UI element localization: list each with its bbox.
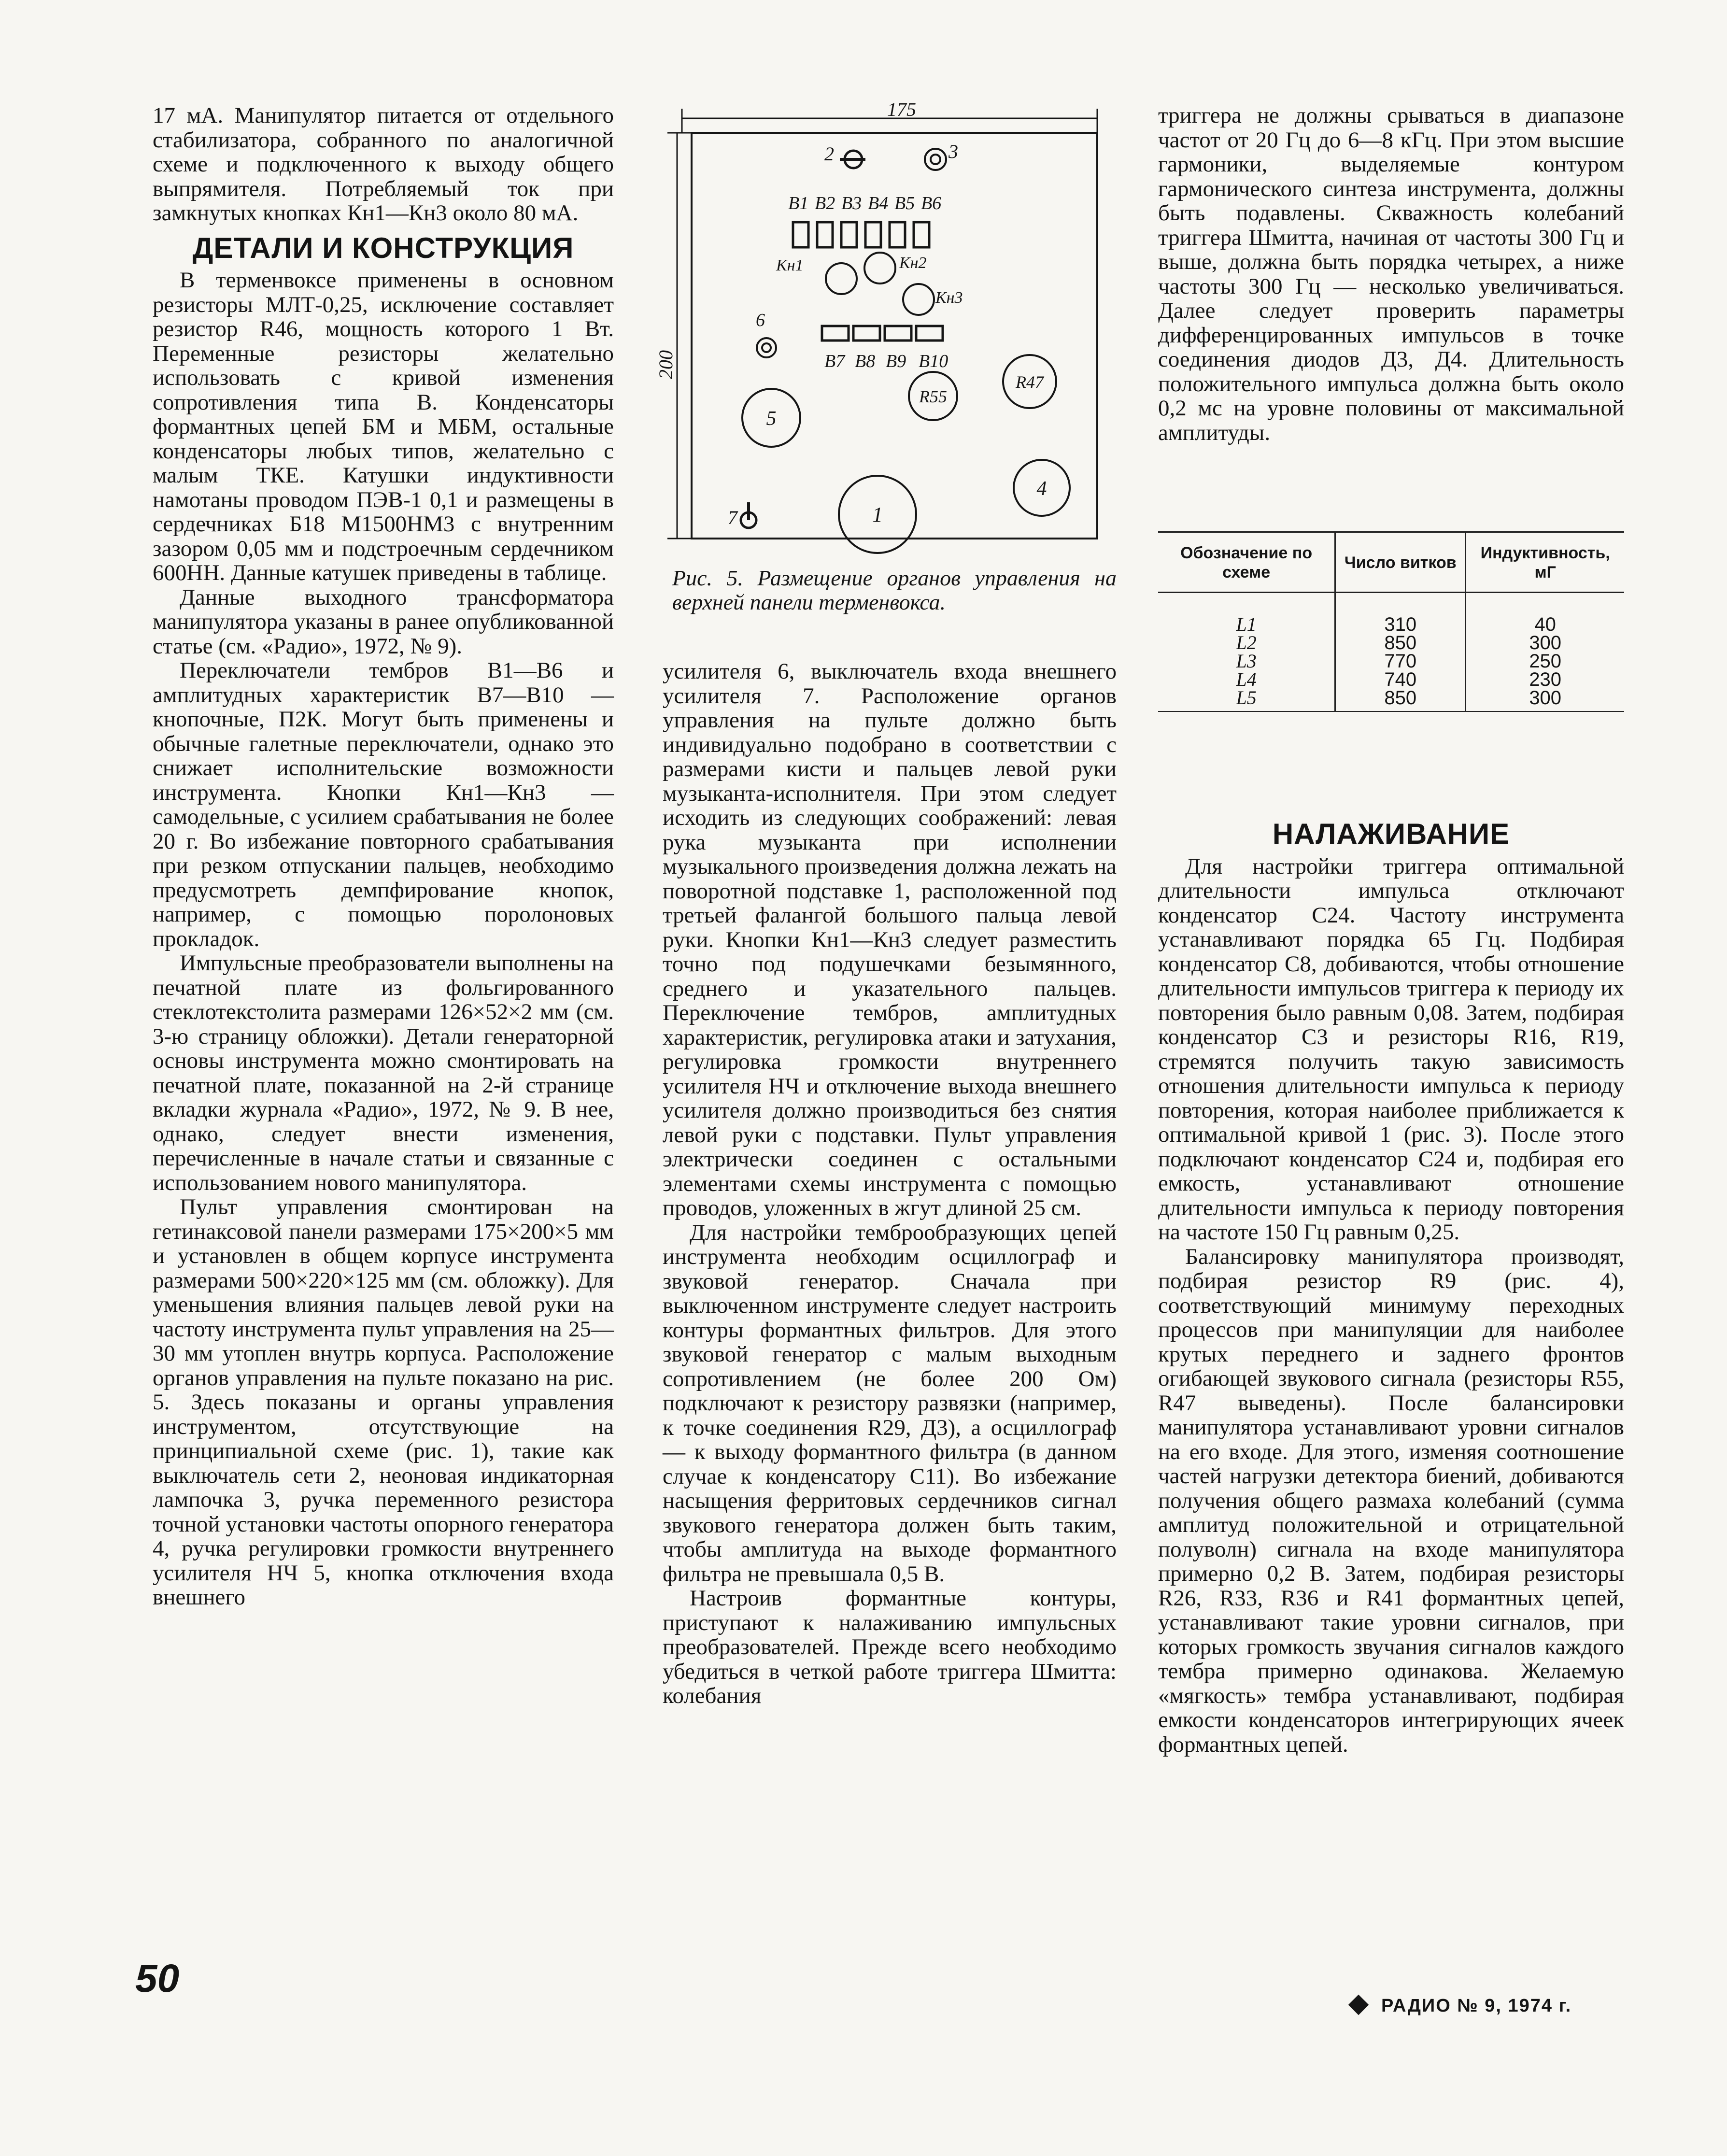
table-cell: L4 — [1236, 668, 1257, 690]
label-b3: В3 — [841, 193, 862, 213]
table-cell: 770 — [1335, 652, 1466, 670]
timbre-switch-b3 — [841, 222, 857, 247]
amp-switch-b9 — [885, 326, 911, 340]
label-item-4: 4 — [1036, 478, 1047, 500]
table-cell: 230 — [1466, 670, 1624, 689]
table-row — [1158, 670, 1624, 689]
table-header-row — [1158, 532, 1624, 593]
page-number: 50 — [135, 1957, 180, 2000]
button-kn2 — [864, 253, 895, 284]
coil-data-table — [1158, 531, 1624, 712]
label-r55: R55 — [919, 387, 947, 406]
timbre-switch-b2 — [817, 222, 833, 247]
table-row — [1158, 634, 1624, 652]
label-kn3: Кн3 — [935, 289, 963, 307]
label-r47: R47 — [1016, 372, 1044, 392]
timbre-switch-b4 — [865, 222, 881, 247]
external-input-button — [757, 338, 776, 357]
paragraph: Переключатели тембров В1—В6 и амплитудных характеристик В7—В10 — кнопочные, П2К. Могут быть применены и обычные галетные переключатели, однако это снижает исполнительские возможности инструмента. Кнопки Кн1—Кн3 — самодельные, с усилием срабатывания не более 20 г. Во избежание повторного срабатывания при резком отпускании пальцев, необходимо предусмотреть демпфирование кнопок, например, с помощью поролоновых прокладок. — [153, 658, 614, 951]
label-item-3: 3 — [948, 141, 958, 162]
label-item-1: 1 — [872, 503, 883, 526]
table-cell: 850 — [1335, 634, 1466, 652]
table-cell: 300 — [1466, 689, 1624, 711]
text-column-3-top — [1158, 103, 1624, 445]
paragraph: В терменвоксе применены в основном резисторы МЛТ-0,25, исключение составляет резистор R46, мощность которого 1 Вт. Переменные резисторы желательно использовать с кривой изменения сопротивления типа В. Конденсаторы формантных цепей БМ и МБМ, остальные конденсаторы любых типов, желательно с малым ТКЕ. Катушки индуктивности намотаны проводом ПЭВ-1 0,1 и размещены в сердечниках Б18 М1500НМ3 с внутренним зазором 0,05 мм и подстроечным сердечником 600НН. Данные катушек приведены в таблице. — [153, 268, 614, 585]
text-column-3-bottom — [1158, 818, 1624, 1757]
table-cell: 850 — [1335, 689, 1466, 711]
figure-caption: Рис. 5. Размещение органов управления на верхней панели терменвокса. — [672, 566, 1117, 614]
label-item-5: 5 — [766, 408, 777, 430]
amp-switch-b10 — [916, 326, 943, 340]
section-heading-details: ДЕТАЛИ И КОНСТРУКЦИЯ — [192, 231, 574, 264]
table-row — [1158, 593, 1624, 634]
button-kn1 — [826, 263, 857, 294]
table-cell: 40 — [1466, 593, 1624, 634]
label-kn1: Кн1 — [776, 256, 804, 274]
table-cell: 250 — [1466, 652, 1624, 670]
label-b5: В5 — [894, 193, 915, 213]
dimension-width-label: 175 — [887, 99, 916, 120]
table-header: Индуктивность, мГ — [1466, 532, 1624, 593]
paragraph: Настроив формантные контуры, приступают к налаживанию импульсных преобразователей. Прежде всего необходимо убедиться в четкой работе триггера Шмитта: колебания — [663, 1586, 1117, 1708]
text-column-2 — [663, 659, 1117, 1708]
table-cell: L3 — [1236, 650, 1257, 672]
paragraph: Балансировку манипулятора производят, подбирая резистор R9 (рис. 4), соответствующий минимуму переходных процессов при манипуляции для наиболее крутых переднего и заднего фронтов огибающей звукового сигнала (резисторы R55, R47 выведены). После балансировки манипулятора устанавливают уровни сигналов на его входе. Для этого, изменяя соотношение частей нагрузки детектора биений, добиваются получения общего размаха колебаний (сумма амплитуд положительной и отрицательной полуволн) сигнала на входе манипулятора примерно 0,2 В. Затем, подбирая резисторы R26, R33, R36 и R41 формантных цепей, устанавливают такие уровни сигналов, при которых громкость звучания сигналов каждого тембра примерно одинакова. Желаемую «мягкость» тембра устанавливают, подбирая емкости конденсаторов интегрирующих ячеек формантных цепей. — [1158, 1244, 1624, 1757]
paragraph: триггера не должны срываться в диапазоне частот от 20 Гц до 6—8 кГц. При этом высшие гармоники, выделяемые контуром гармонического синтеза инструмента, должны быть подавлены. Скважность колебаний триггера Шмитта, начиная от частоты 300 Гц и выше, должна быть порядка четырех, а ниже частоты 300 Гц — несколько увеличиваться. Далее следует проверить параметры дифференцированных импульсов в точке соединения диодов Д3, Д4. Длительность положительного импульса должна быть около 0,2 мс на уровне половины от максимальной амплитуды. — [1158, 103, 1624, 445]
paragraph: усилителя 6, выключатель входа внешнего усилителя 7. Расположение органов управления на пульте должно быть индивидуально подобрано в соответствии с размерами кисти и пальцев левой руки музыканта-исполнителя. При этом следует исходить из следующих соображений: левая рука музыканта при исполнении музыкального произведения должна лежать на поворотной подставке 1, расположенной под третьей фалангой большого пальца левой руки. Кнопки Кн1—Кн3 следует разместить точно под подушечками безымянного, среднего и указательного пальцев. Переключение тембров, амплитудных характеристик, регулировка атаки и затухания, регулировка громкости внутреннего усилителя НЧ и отключение выхода внешнего усилителя должно производиться без снятия левой руки с подставки. Пульт управления электрически соединен с остальными элементами схемы инструмента с помощью проводов, уложенных в жгут длиной 25 см. — [663, 659, 1117, 1220]
timbre-switch-b5 — [890, 222, 905, 247]
paragraph: Импульсные преобразователи выполнены на печатной плате из фольгированного стеклотекстолита размерами 126×52×2 мм (см. 3-ю страницу обложки). Детали генераторной основы инструмента можно смонтировать на печатной плате, показанной на 2-й странице вкладки журнала «Радио», 1972, № 9. В нее, однако, следует внести изменения, перечисленные в начале статьи и связанные с использованием нового манипулятора. — [153, 950, 614, 1195]
table-row — [1158, 652, 1624, 670]
paragraph: 17 мА. Манипулятор питается от отдельного стабилизатора, собранного по аналогичной схеме и подключенного к выходу общего выпрямителя. Потребляемый ток при замкнутых кнопках Кн1—Кн3 около 80 мА. — [153, 103, 614, 226]
table-header: Число витков — [1335, 532, 1466, 593]
table-header: Обозначение по схеме — [1158, 532, 1335, 593]
table-cell: L2 — [1236, 632, 1257, 653]
label-b8: В8 — [855, 351, 876, 371]
label-item-7: 7 — [728, 507, 737, 528]
label-b1: В1 — [788, 193, 809, 213]
neon-indicator — [925, 149, 946, 170]
table-cell: L1 — [1236, 613, 1257, 635]
paragraph: Данные выходного трансформатора манипулятора указаны в ранее опубликованной статье (см. «Радио», 1972, № 9). — [153, 584, 614, 659]
amp-switch-b7 — [822, 326, 849, 340]
section-heading-tuning: НАЛАЖИВАНИЕ — [1272, 818, 1510, 850]
timbre-switch-b6 — [914, 222, 929, 247]
table-cell: L5 — [1158, 689, 1335, 711]
label-item-2: 2 — [824, 143, 834, 165]
table-cell: 740 — [1335, 670, 1466, 689]
table-cell: 300 — [1466, 634, 1624, 652]
paragraph: Для настройки триггера оптимальной длительности импульса отключают конденсатор С24. Частоту инструмента устанавливают порядка 65 Гц. Подбирая конденсатор С8, добиваются, чтобы отношение длительности импульсов триггера к периоду их повторения было равным 0,08. Затем, подбирая конденсатор С3 и резисторы R16, R19, стремятся получить такую зависимость отношения длительности импульса к периоду повторения, которая наиболее приближается к оптимальной кривой 1 (рис. 3). После этого подключают конденсатор С24 и, подбирая его емкость, устанавливают отношение длительности импульса к периоду повторения на частоте 150 Гц равным 0,25. — [1158, 853, 1624, 1245]
table-row — [1158, 689, 1624, 711]
label-b2: В2 — [815, 193, 835, 213]
button-kn3 — [903, 284, 934, 315]
magazine-footer — [1351, 1996, 1571, 2016]
diamond-icon — [1348, 1995, 1369, 2015]
text-column-1 — [153, 103, 614, 1610]
label-item-6: 6 — [756, 310, 765, 330]
paragraph: Пульт управления смонтирован на гетинаксовой панели размерами 175×200×5 мм и установлен в общем корпусе инструмента размерами 500×220×125 мм (см. обложку). Для уменьшения влияния пальцев левой руки на частоту инструмента пульт управления на 25—30 мм утоплен внутрь корпуса. Расположение органов управления на пульте показано на рис. 5. Здесь показаны и органы управления инструментом, отсутствующие на принципиальной схеме (рис. 1), такие как выключатель сети 2, неоновая индикаторная лампочка 3, ручка переменного резистора точной установки частоты опорного генератора 4, ручка регулировки громкости внутреннего усилителя НЧ 5, кнопка отключения входа внешнего — [153, 1194, 614, 1610]
label-b9: В9 — [886, 351, 906, 371]
label-b6: В6 — [921, 193, 942, 213]
amp-switch-b8 — [853, 326, 880, 340]
figure-5-panel-layout — [655, 99, 1117, 628]
timbre-switch-b1 — [793, 222, 808, 247]
label-b7: В7 — [824, 351, 845, 371]
magazine-issue: РАДИО № 9, 1974 г. — [1381, 1996, 1572, 2016]
label-b10: В10 — [919, 351, 948, 371]
paragraph: Для настройки темброобразующих цепей инструмента необходим осциллограф и звуковой генератор. Сначала при выключенном инструменте следует настроить контуры формантных фильтров. Для этого звуковой генератор с малым выходным сопротивлением (не более 200 Ом) подключают к резистору развязки (например, к точке соединения R29, Д3), а осциллограф — к выходу формантного фильтра (в данном случае к конденсатору С11). Во избежание насыщения ферритовых сердечников сигнал звукового генератора должен быть таким, чтобы амплитуда на выходе формантного фильтра не превышала 0,5 В. — [663, 1220, 1117, 1587]
table-cell: 310 — [1335, 593, 1466, 634]
label-b4: В4 — [868, 193, 889, 213]
dimension-height-label: 200 — [655, 350, 677, 379]
label-kn2: Кн2 — [899, 254, 927, 272]
